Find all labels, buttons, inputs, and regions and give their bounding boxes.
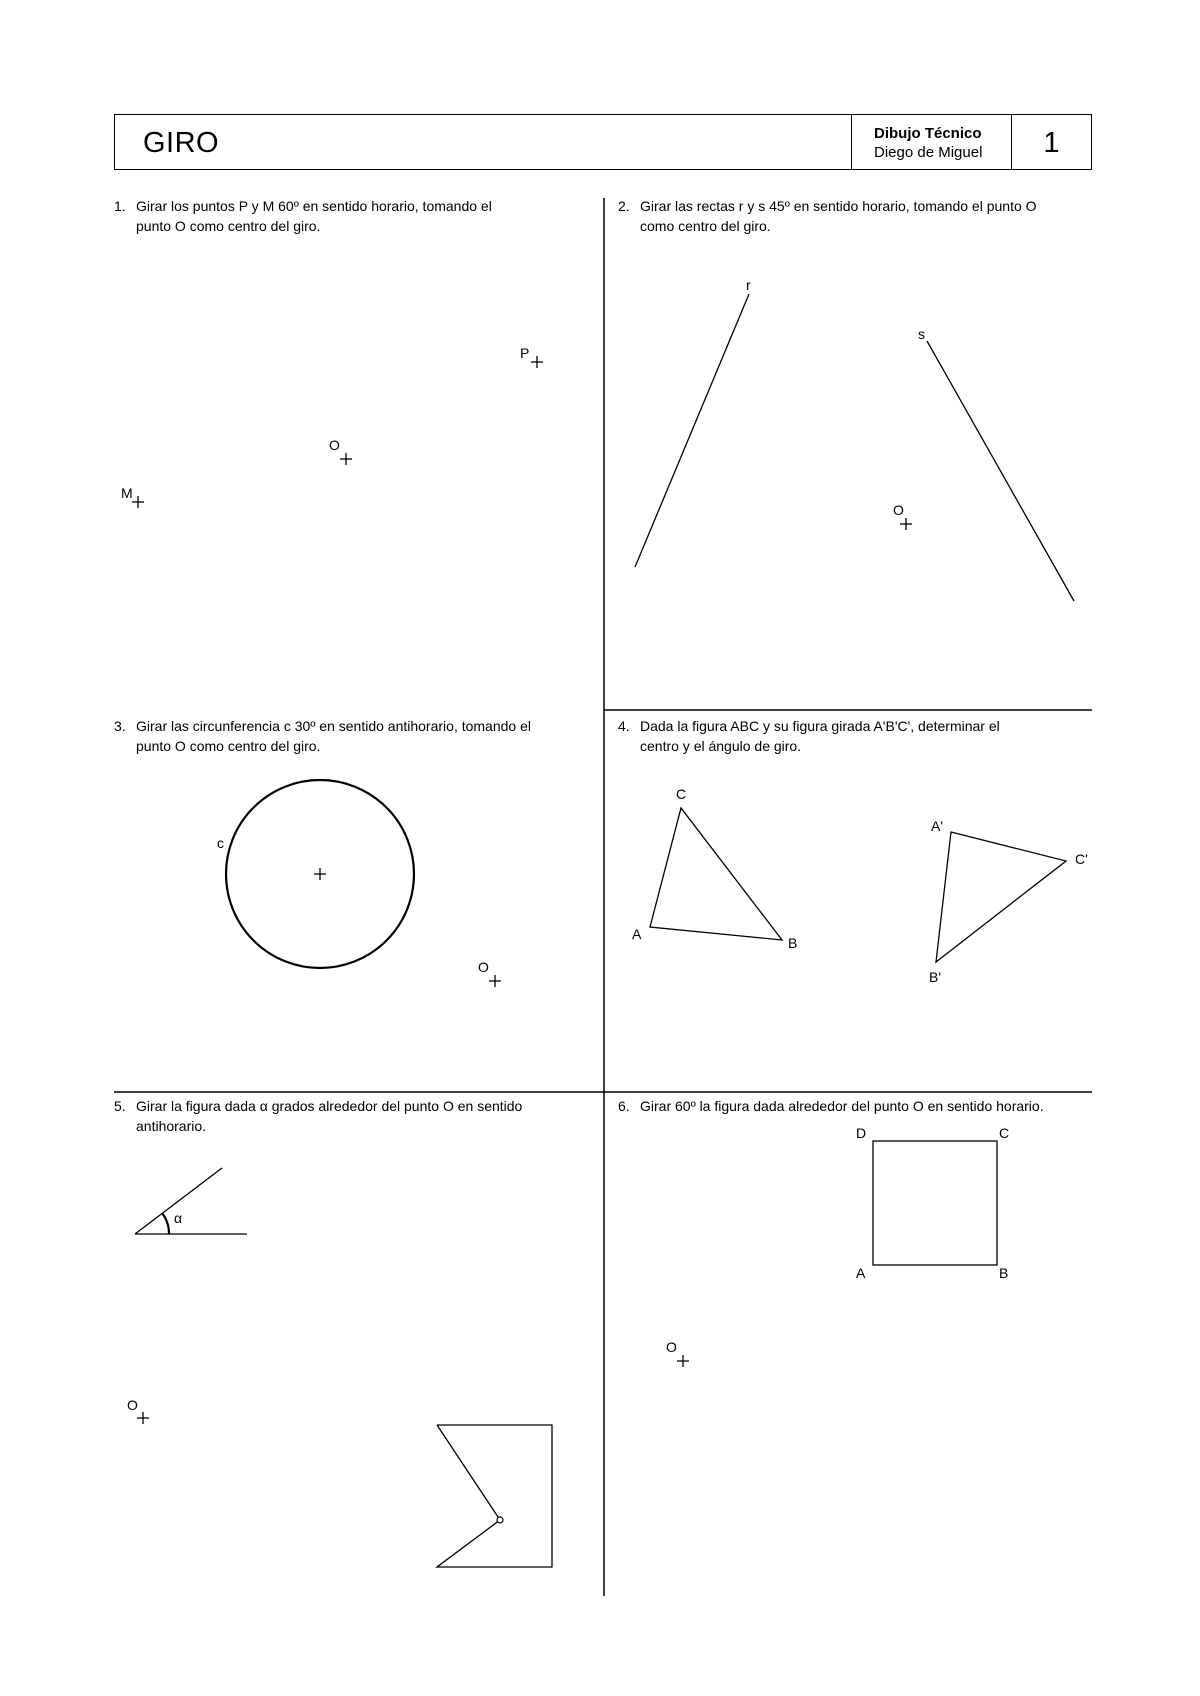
label-o-ex6: O [666, 1339, 677, 1355]
point-o-ex5 [127, 1397, 149, 1424]
exercise-1-figure [121, 345, 543, 508]
label-b-prime: B' [929, 969, 942, 985]
label-a-ex4: A [632, 926, 642, 942]
exercise-3-figure [217, 780, 501, 987]
label-o-ex2: O [893, 502, 904, 518]
label-o-ex3: O [478, 959, 489, 975]
point-m [121, 485, 144, 508]
exercise-2-figure [635, 277, 1074, 601]
label-o-ex1: O [329, 437, 340, 453]
point-o-ex2 [893, 502, 912, 530]
square-abcd [873, 1141, 997, 1265]
exercise-4-line-1: Dada la figura ABC y su figura girada A'B'C', determinar el [640, 718, 1000, 734]
exercise-6-line-1: Girar 60º la figura dada alrededor del punto O en sentido horario. [640, 1098, 1044, 1114]
exercise-6-number: 6. [618, 1098, 630, 1114]
exercise-5-line-2: antihorario. [136, 1118, 207, 1134]
label-a-prime: A' [931, 818, 944, 834]
subject-name: Dibujo Técnico [874, 125, 982, 142]
exercise-1-number: 1. [114, 198, 126, 214]
exercise-3-line-2: punto O como centro del giro. [136, 738, 321, 754]
exercise-5-line-1: Girar la figura dada α grados alrededor del punto O en sentido [136, 1098, 523, 1114]
exercise-5-number: 5. [114, 1098, 126, 1114]
point-o-ex1 [329, 437, 352, 465]
label-c-ex4: C [676, 786, 687, 802]
sheet-number: 1 [1011, 115, 1091, 169]
exercise-6-figure [666, 1125, 1009, 1367]
label-a-ex6: A [856, 1265, 866, 1281]
line-s [927, 341, 1074, 601]
label-m: M [121, 485, 133, 501]
label-b-ex6: B [999, 1265, 1009, 1281]
point-p [520, 345, 543, 368]
exercise-1-line-2: punto O como centro del giro. [136, 218, 321, 234]
exercise-3-number: 3. [114, 718, 126, 734]
exercise-4-number: 4. [618, 718, 630, 734]
circle-center-mark [314, 868, 326, 880]
label-c-ex6: C [999, 1125, 1010, 1141]
line-r [635, 294, 749, 567]
exercise-5-figure [127, 1168, 552, 1567]
point-o-ex3 [478, 959, 501, 987]
label-r: r [746, 277, 751, 293]
exercise-4-figure [632, 786, 1088, 985]
angle-arc [162, 1213, 169, 1234]
exercise-1-line-1: Girar los puntos P y M 60º en sentido horario, tomando el [136, 198, 492, 214]
label-c: c [217, 835, 224, 851]
author-name: Diego de Miguel [874, 144, 983, 161]
label-alpha: α [174, 1210, 183, 1226]
exercise-2-line-1: Girar las rectas r y s 45º en sentido horario, tomando el punto O [640, 198, 1037, 214]
triangle-abc [650, 808, 782, 940]
exercise-3-line-1: Girar las circunferencia c 30º en sentido antihorario, tomando el [136, 718, 531, 734]
exercise-4-line-2: centro y el ángulo de giro. [640, 738, 802, 754]
label-p: P [520, 345, 530, 361]
page-title: GIRO [143, 127, 220, 159]
label-d-ex6: D [856, 1125, 867, 1141]
point-o-ex6 [666, 1339, 689, 1367]
triangle-abc-rotated [936, 832, 1066, 962]
exercise-2-line-2: como centro del giro. [640, 218, 771, 234]
label-c-prime: C' [1075, 851, 1088, 867]
label-b-ex4: B [788, 935, 798, 951]
label-s: s [918, 326, 925, 342]
notched-figure [437, 1425, 552, 1567]
notch-vertex-marker [497, 1517, 503, 1523]
exercise-2-number: 2. [618, 198, 630, 214]
label-o-ex5: O [127, 1397, 138, 1413]
